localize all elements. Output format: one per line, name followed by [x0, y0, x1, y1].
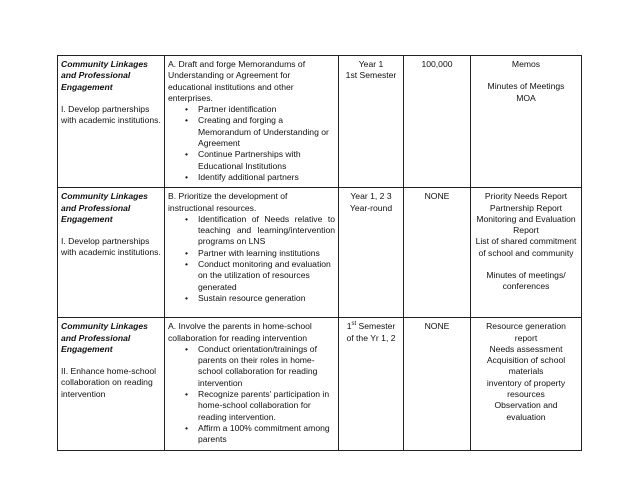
table-row [58, 188, 582, 318]
verification-item: Needs assessment [489, 343, 563, 354]
activity-list [168, 104, 335, 183]
verification-item: Resource generation report [486, 321, 566, 343]
verification-item: Minutes of meetings/ conferences [486, 270, 566, 292]
verification-item: Priority Needs Report [484, 191, 568, 202]
verification-item: MOA [516, 92, 536, 103]
time-frame-year: Year 1 [358, 59, 384, 69]
list-item: • Conduct monitoring and evaluation on the utilization of resources generated [198, 259, 335, 293]
strategy-cell [165, 318, 339, 450]
budget-cell: NONE [404, 188, 471, 318]
list-item: • Identification of Needs relative to teaching and learning/intervention programs on LNS [198, 214, 335, 248]
list-item: • Partner with learning institutions [198, 248, 335, 259]
table-row [58, 318, 582, 450]
means-of-verification-cell [471, 188, 582, 318]
time-frame-cell [339, 188, 404, 318]
strategy-cell [165, 56, 339, 188]
strategy-text: A. Draft and forge Memorandums of Understanding or Agreement for educational institutions and other enterprises. [168, 59, 306, 103]
verification-item: Memos [511, 59, 541, 69]
area-cell [58, 56, 165, 188]
budget-cell: NONE [404, 318, 471, 450]
area-title: Community Linkages and Professional Engagement [61, 59, 148, 92]
time-frame-period: Year-round [349, 202, 393, 213]
list-item: • Creating and forging a Memorandum of Understanding or Agreement [198, 115, 335, 149]
means-of-verification-cell [471, 56, 582, 188]
strategy-text: B. Prioritize the development of instructional resources. [168, 191, 288, 213]
area-title: Community Linkages and Professional Engagement [61, 191, 148, 224]
strategy-cell [165, 188, 339, 318]
list-item: • Affirm a 100% commitment among parents [198, 423, 335, 446]
action-plan-table [57, 55, 582, 451]
table-row [58, 56, 582, 188]
list-item: • Sustain resource generation [198, 293, 335, 304]
time-frame-period: of the Yr 1, 2 [346, 332, 396, 343]
time-frame-semester: 1st Semester [346, 321, 396, 332]
budget-cell: 100,000 [404, 56, 471, 188]
list-item: • Continue Partnerships with Educational Institutions [198, 149, 335, 172]
verification-item: Partnership Report [489, 202, 563, 213]
area-title: Community Linkages and Professional Engagement [61, 321, 148, 354]
means-of-verification-cell [471, 318, 582, 450]
verification-item: Monitoring and Evaluation Report [476, 213, 576, 236]
list-item: • Partner identification [198, 104, 335, 115]
objective-text: I. Develop partnerships with academic institutions. [61, 103, 161, 126]
strategy-text: A. Involve the parents in home-school collaboration for reading intervention [168, 321, 312, 343]
time-frame-cell [339, 318, 404, 450]
area-cell [58, 318, 165, 450]
verification-item: Acquisition of school materials [486, 355, 566, 377]
verification-item: Minutes of Meetings [487, 81, 565, 92]
time-frame-cell [339, 56, 404, 188]
verification-item: List of shared commitment of school and community [475, 236, 577, 258]
activity-list [168, 214, 335, 304]
list-item: • Recognize parents' participation in home-school collaboration for reading intervention. [198, 389, 335, 423]
verification-item: inventory of property resources [486, 377, 566, 400]
time-frame-period: 1st Semester [345, 70, 397, 81]
verification-item: Observation and evaluation [494, 400, 558, 422]
objective-text: II. Enhance home-school collaboration on reading intervention [61, 366, 157, 399]
time-frame-year: Year 1, 2 3 [350, 191, 392, 202]
area-cell [58, 188, 165, 318]
list-item: • Identify additional partners [198, 172, 335, 183]
objective-text: I. Develop partnerships with academic institutions. [61, 236, 161, 258]
list-item: • Conduct orientation/trainings of parents on their roles in home-school collaboration for reading intervention [198, 344, 335, 389]
activity-list [168, 344, 335, 446]
